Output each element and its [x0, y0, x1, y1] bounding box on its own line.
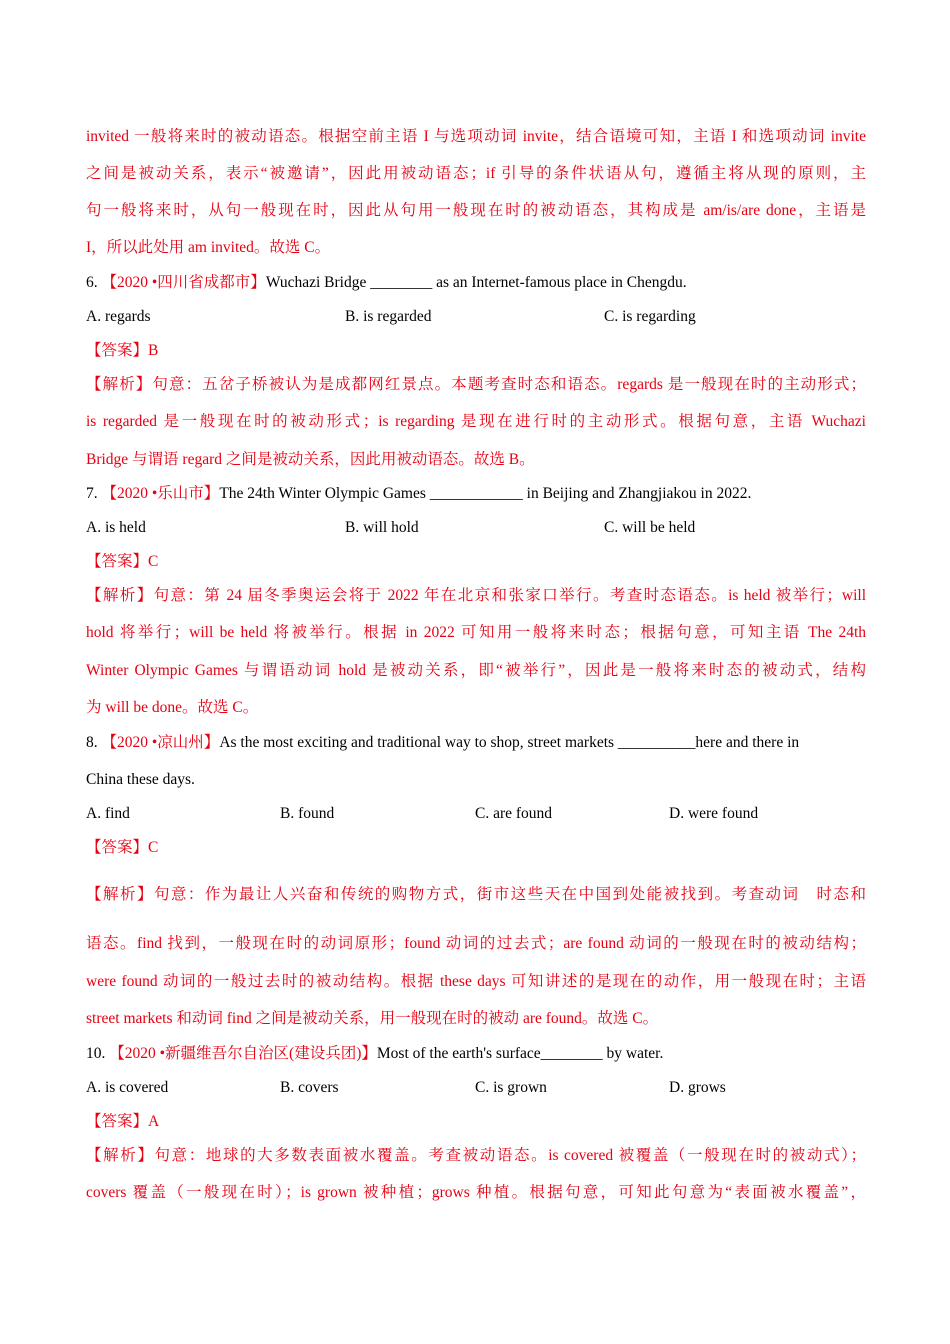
question-source: 【2020 •乐山市】: [101, 485, 220, 502]
explanation-line: 句一般将来时，从句一般现在时，因此从句用一般现在时的被动语态，其构成是 am/is/are done，主语是: [86, 202, 866, 219]
explanation-line: I，所以此处用 am invited。故选 C。: [86, 239, 331, 256]
question-source: 【2020 •新疆维吾尔自治区(建设兵团)】: [109, 1045, 377, 1062]
question-text: Most of the earth's surface________ by water.: [376, 1045, 664, 1062]
question-source: 【2020 •四川省成都市】: [101, 274, 266, 291]
option-a: A. is held: [86, 519, 146, 536]
question-text-continued: China these days.: [86, 771, 195, 788]
explanation-line: 【解析】句意：地球的大多数表面被水覆盖。考查被动语态。is covered 被覆盖（一般现在时的被动式）；: [86, 1147, 866, 1164]
explanation-line: 【解析】句意：作为最让人兴奋和传统的购物方式，街市这些天在中国到处能被找到。考查动词 时态和: [86, 886, 866, 903]
option-b: B. covers: [280, 1079, 339, 1096]
question-text: The 24th Winter Olympic Games ____________ in Beijing and Zhangjiakou in 2022.: [219, 485, 752, 502]
explanation-line: street markets 和动词 find 之间是被动关系，用一般现在时的被动 are found。故选 C。: [86, 1010, 659, 1027]
explanation-line: covers 覆盖（一般现在时）；is grown 被种植；grows 种植。根据句意，可知此句意为“表面被水覆盖”，: [86, 1184, 866, 1201]
option-a: A. regards: [86, 308, 151, 325]
option-c: C. is regarding: [604, 308, 696, 325]
explanation-line: 为 will be done。故选 C。: [86, 699, 259, 716]
explanation-line: were found 动词的一般过去时的被动结构。根据 these days 可知讲述的是现在的动作，用一般现在时；主语: [86, 973, 866, 990]
explanation-line: Winter Olympic Games 与谓语动词 hold 是被动关系，即“被举行”，因此是一般将来时态的被动式，结构: [86, 662, 866, 679]
question-number: 7.: [86, 485, 102, 502]
option-d: D. were found: [669, 805, 759, 822]
question-text: Wuchazi Bridge ________ as an Internet-famous place in Chengdu.: [265, 274, 687, 291]
option-c: C. will be held: [604, 519, 696, 536]
explanation-line: 【解析】句意：第 24 届冬季奥运会将于 2022 年在北京和张家口举行。考查时态语态。is held 被举行；will: [86, 587, 866, 604]
option-a: A. is covered: [86, 1079, 169, 1096]
explanation-line: 语态。find 找到，一般现在时的动词原形；found 动词的过去式；are found 动词的一般现在时的被动结构；: [86, 935, 866, 952]
question-number: 6.: [86, 274, 102, 291]
question-8-stem: [86, 733, 866, 753]
option-d: D. grows: [669, 1079, 726, 1096]
answer-label: 【答案】B: [86, 342, 159, 359]
question-6-stem: [86, 273, 866, 293]
option-a: A. find: [86, 805, 130, 822]
answer-label: 【答案】A: [86, 1113, 160, 1130]
option-b: B. found: [280, 805, 335, 822]
question-text: As the most exciting and traditional way to shop, street markets __________here and there in: [219, 734, 800, 751]
question-number: 8.: [86, 734, 102, 751]
explanation-line: 之间是被动关系，表示“被邀请”，因此用被动语态；if 引导的条件状语从句，遵循主将从现的原则，主: [86, 165, 866, 182]
question-7-stem: [86, 484, 866, 504]
answer-label: 【答案】C: [86, 839, 159, 856]
option-c: C. are found: [475, 805, 553, 822]
question-10-stem: [86, 1044, 866, 1064]
option-b: B. is regarded: [345, 308, 432, 325]
question-number: 10.: [86, 1045, 110, 1062]
explanation-line: Bridge 与谓语 regard 之间是被动关系，因此用被动语态。故选 B。: [86, 451, 535, 468]
answer-label: 【答案】C: [86, 553, 159, 570]
explanation-line: invited 一般将来时的被动语态。根据空前主语 I 与选项动词 invite，结合语境可知，主语 I 和选项动词 invite: [86, 128, 866, 145]
explanation-line: is regarded 是一般现在时的被动形式；is regarding 是现在进行时的主动形式。根据句意，主语 Wuchazi: [86, 413, 866, 430]
option-b: B. will hold: [345, 519, 419, 536]
explanation-line: 【解析】句意：五岔子桥被认为是成都网红景点。本题考查时态和语态。regards 是一般现在时的主动形式；: [86, 376, 866, 393]
explanation-line: hold 将举行；will be held 将被举行。根据 in 2022 可知用一般将来时态；根据句意，可知主语 The 24th: [86, 624, 866, 641]
option-c: C. is grown: [475, 1079, 547, 1096]
question-source: 【2020 •凉山州】: [101, 734, 220, 751]
